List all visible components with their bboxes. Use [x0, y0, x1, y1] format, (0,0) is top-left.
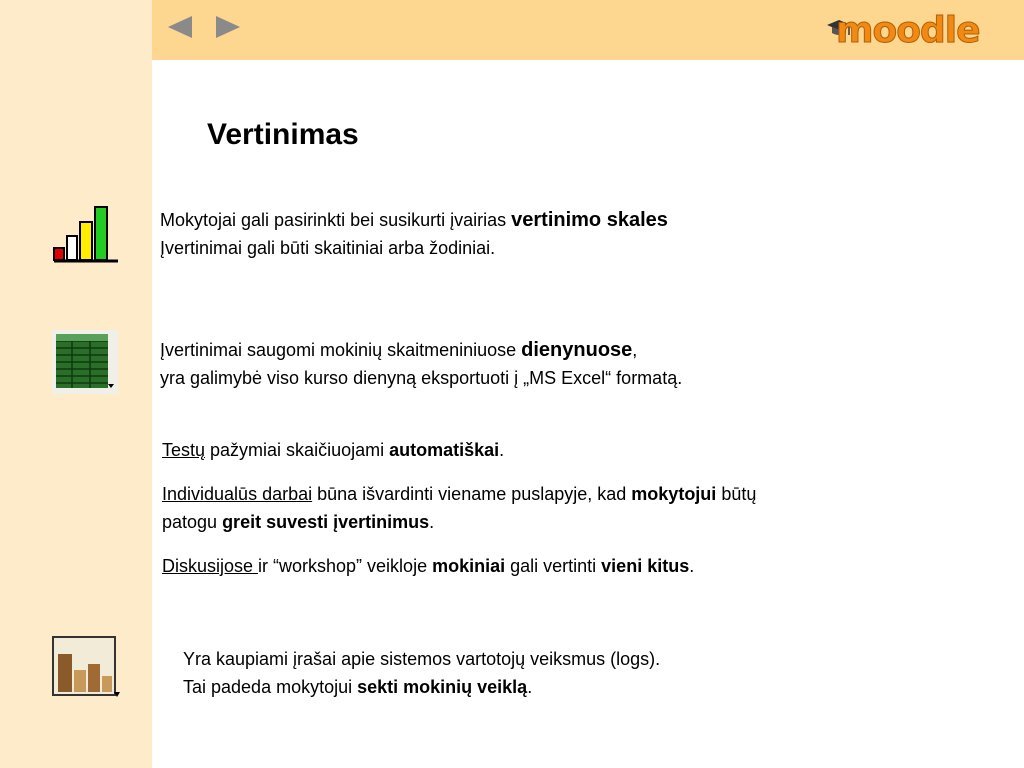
gradebook-line1: Įvertinimai saugomi mokinių skaitmeniniuose [160, 340, 522, 360]
forums-bold1: mokiniai [432, 556, 506, 576]
assignments-bold1: mokytojui [631, 484, 717, 504]
forward-arrow-icon[interactable] [216, 16, 240, 38]
gradebook-line2: yra galimybė viso kurso dienyną eksportuoti į „MS Excel“ formatą. [160, 368, 683, 388]
gradebook-bold: dienynuose [521, 339, 633, 361]
logs-text [183, 645, 660, 701]
tests-link[interactable]: Testų [162, 440, 206, 460]
back-arrow-icon[interactable] [168, 16, 192, 38]
tests-plain: pažymiai skaičiuojami [205, 440, 390, 460]
logs-post: . [527, 677, 533, 697]
scales-text [160, 206, 668, 262]
forums-plain2: gali vertinti [505, 556, 602, 576]
assignments-link[interactable]: Individualūs darbai [162, 484, 313, 504]
forums-bold2: vieni kitus [601, 556, 690, 576]
bar-chart-icon [52, 204, 120, 264]
assignments-line2: patogu [162, 512, 223, 532]
logs-line1: Yra kaupiami įrašai apie sistemos vartotojų veiksmus (logs). [183, 649, 661, 669]
tests-post: . [499, 440, 505, 460]
scales-line1: Mokytojai gali pasirinkti bei susikurti įvairias [160, 210, 512, 230]
assignments-bold2: greit suvesti įvertinimus [222, 512, 430, 532]
slide-title: Vertinimas [207, 118, 359, 151]
assignments-text [162, 480, 756, 536]
gradebook-text [160, 336, 682, 392]
assignments-post: . [429, 512, 435, 532]
logs-chart-icon [52, 636, 120, 700]
logs-bold: sekti mokinių veiklą [357, 677, 528, 697]
forums-link[interactable]: Diskusijose [162, 556, 259, 576]
forums-plain1: ir “workshop” veikloje [258, 556, 433, 576]
scales-bold: vertinimo skales [511, 209, 668, 231]
forums-post: . [689, 556, 695, 576]
gradebook-comma: , [632, 340, 638, 360]
logs-line2: Tai padeda mokytojui [183, 677, 358, 697]
tests-bold: automatiškai [389, 440, 500, 460]
logo-text: moodle [836, 10, 980, 51]
forums-text [162, 552, 694, 580]
assignments-plain1: būna išvardinti viename puslapyje, kad [312, 484, 632, 504]
moodle-logo [826, 8, 980, 54]
spreadsheet-icon [52, 330, 118, 394]
assignments-plain2: būtų [716, 484, 757, 504]
tests-text [162, 436, 504, 464]
scales-line2: Įvertinimai gali būti skaitiniai arba žodiniai. [160, 238, 496, 258]
